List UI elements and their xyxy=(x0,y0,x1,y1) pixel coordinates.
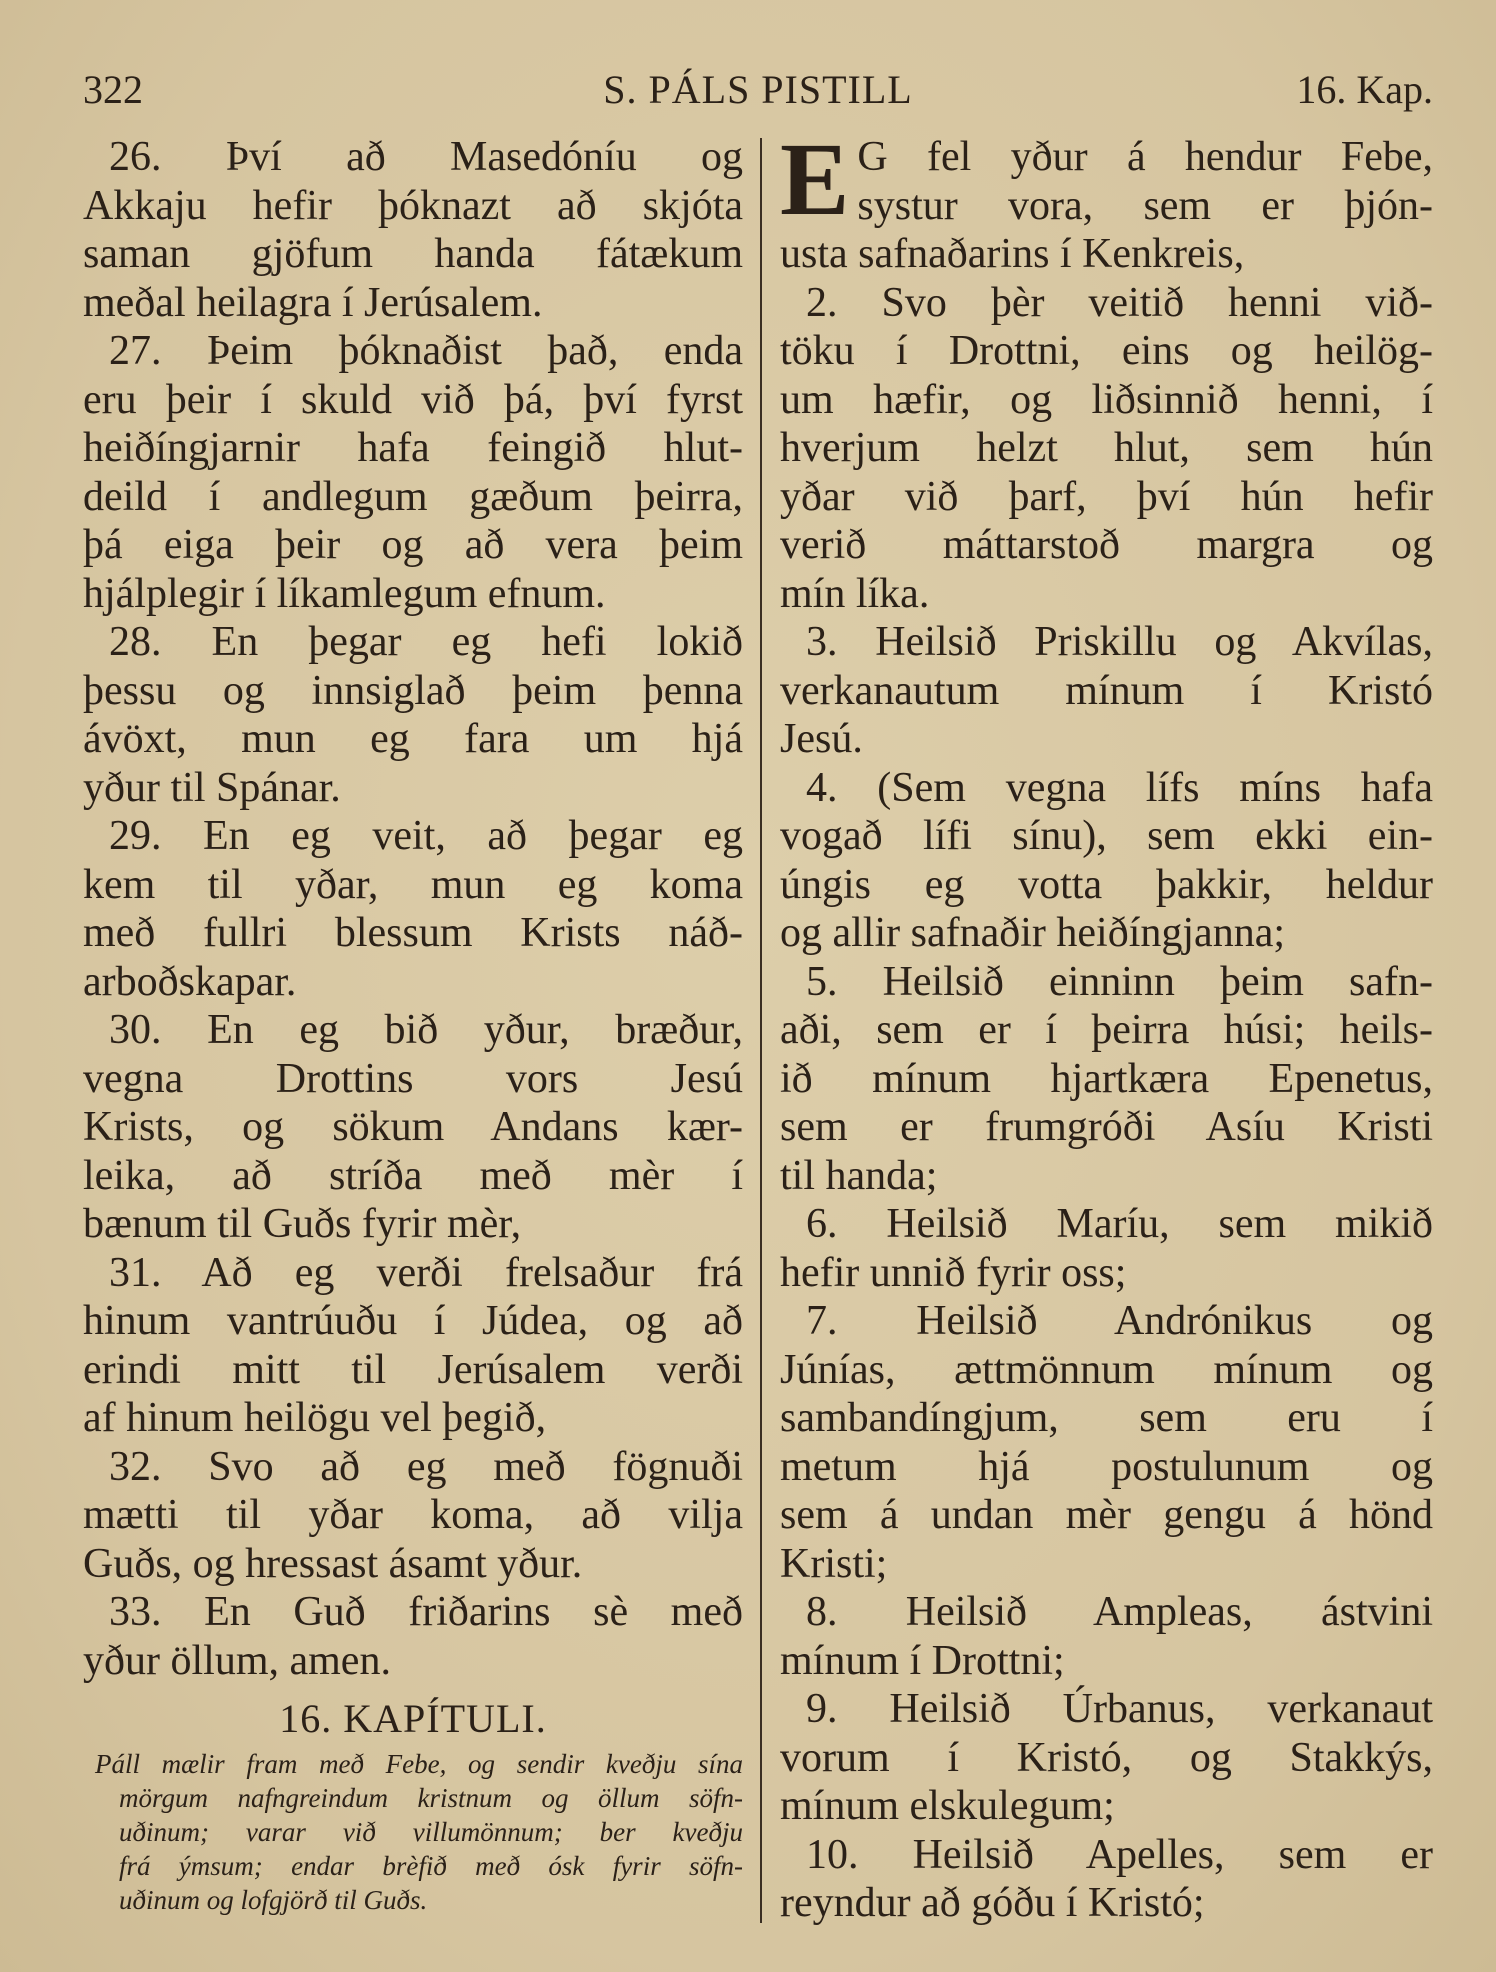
text-line: 9. Heilsið Úrbanus, verkanaut xyxy=(806,1686,1433,1732)
text-line: systur vora, sem er þjón- xyxy=(857,182,1433,229)
text-line: með fullri blessum Krists náð- xyxy=(83,910,743,956)
text-line: vogað lífi sínu), sem ekki ein- xyxy=(780,813,1433,859)
chapter-summary xyxy=(83,1747,743,1917)
text-line: heiðíngjarnir hafa feingið hlut- xyxy=(83,425,743,471)
page-number: 322 xyxy=(83,67,143,112)
text-line: 33. En Guð friðarins sè með xyxy=(109,1589,743,1635)
text-line: hverjum helzt hlut, sem hún xyxy=(780,425,1433,471)
text-line: yðar við þarf, því hún hefir xyxy=(780,473,1433,520)
verse-paragraph xyxy=(83,1249,743,1443)
verse-paragraph xyxy=(83,1588,743,1685)
text-line: 26. Því að Masedóníu og xyxy=(109,134,743,180)
text-line: mínum elskulegum; xyxy=(780,1783,1115,1829)
text-line: Júnías, ættmönnum mínum og xyxy=(780,1346,1433,1393)
text-line: usta safnaðarins í Kenkreis, xyxy=(780,231,1245,277)
text-line: 7. Heilsið Andrónikus og xyxy=(806,1298,1433,1344)
text-line: eru þeir í skuld við þá, því fyrst xyxy=(83,376,743,423)
text-line: 30. En eg bið yður, bræður, xyxy=(109,1007,743,1053)
verse-paragraph xyxy=(780,279,1433,619)
text-line: Guðs, og hressast ásamt yður. xyxy=(83,1540,583,1587)
text-line: arboðskapar. xyxy=(83,958,297,1005)
text-line: uðinum og lofgjörð til Guðs. xyxy=(119,1885,428,1915)
text-line: reyndur að góðu í Kristó; xyxy=(780,1880,1205,1926)
verse-paragraph xyxy=(780,1831,1433,1928)
text-line: Jesú. xyxy=(780,716,863,762)
text-line: 27. Þeim þóknaðist það, enda xyxy=(109,328,743,374)
verse-paragraph xyxy=(780,764,1433,958)
text-line: ávöxt, mun eg fara um hjá xyxy=(83,716,743,762)
text-line: bænum til Guðs fyrir mèr, xyxy=(83,1201,522,1247)
text-line: deild í andlegum gæðum þeirra, xyxy=(83,473,743,520)
text-line: yður öllum, amen. xyxy=(83,1637,391,1684)
chapter-label: 16. Kap. xyxy=(1296,67,1433,112)
text-line: Akkaju hefir þóknazt að skjóta xyxy=(83,182,743,229)
text-line: yður til Spánar. xyxy=(83,764,341,811)
drop-cap: E xyxy=(780,122,850,237)
text-line: 28. En þegar eg hefi lokið xyxy=(109,619,743,665)
text-line: mínum í Drottni; xyxy=(780,1637,1065,1684)
verse-paragraph xyxy=(780,958,1433,1201)
text-line: uðinum; varar við villumönnum; ber kveðju xyxy=(119,1817,743,1847)
text-line: 5. Heilsið einninn þeim safn- xyxy=(806,958,1433,1005)
verse-paragraph xyxy=(780,1588,1433,1685)
text-line: 8. Heilsið Ampleas, ástvini xyxy=(806,1589,1433,1635)
verse-paragraph xyxy=(83,133,743,327)
column-divider xyxy=(760,138,762,1923)
text-line: frá ýmsum; endar brèfið með ósk fyrir söfn- xyxy=(119,1851,743,1881)
right-column xyxy=(780,122,1433,1928)
text-line: vegna Drottins vors Jesú xyxy=(83,1055,743,1102)
text-line: metum hjá postulunum og xyxy=(780,1443,1433,1490)
text-line: Kristi; xyxy=(780,1540,888,1587)
text-line: hinum vantrúuðu í Júdea, og að xyxy=(83,1298,743,1344)
running-title: S. PÁLS PISTILL xyxy=(603,67,913,112)
text-line: erindi mitt til Jerúsalem verði xyxy=(83,1346,743,1393)
text-line: Páll mælir fram með Febe, og sendir kveðju sína xyxy=(95,1749,743,1779)
text-line: aði, sem er í þeirra húsi; heils- xyxy=(780,1007,1433,1053)
verse-paragraph xyxy=(780,122,1433,279)
verse-paragraph xyxy=(780,618,1433,764)
text-line: 6. Heilsið Maríu, sem mikið xyxy=(806,1201,1433,1247)
text-line: hefir unnið fyrir oss; xyxy=(780,1249,1127,1296)
text-line: 4. (Sem vegna lífs míns hafa xyxy=(806,764,1433,811)
verse-paragraph xyxy=(83,1006,743,1249)
text-line: meðal heilagra í Jerúsalem. xyxy=(83,279,543,326)
verse-paragraph xyxy=(83,812,743,1006)
text-line: vorum í Kristó, og Stakkýs, xyxy=(780,1734,1433,1781)
text-line: sem er frumgróði Asíu Kristi xyxy=(780,1104,1433,1150)
text-line: verkanautum mínum í Kristó xyxy=(780,667,1433,714)
text-line: mætti til yðar koma, að vilja xyxy=(83,1492,743,1538)
text-line: 29. En eg veit, að þegar eg xyxy=(109,813,743,859)
text-line: 31. Að eg verði frelsaður frá xyxy=(109,1249,743,1296)
verse-paragraph xyxy=(780,1297,1433,1588)
text-line: mín líka. xyxy=(780,570,930,617)
text-line: töku í Drottni, eins og heilög- xyxy=(780,328,1433,374)
text-line: 10. Heilsið Apelles, sem er xyxy=(806,1831,1433,1878)
text-line: G fel yður á hendur Febe, xyxy=(857,134,1433,180)
text-line: 2. Svo þèr veitið henni við- xyxy=(806,279,1433,326)
text-line: sem á undan mèr gengu á hönd xyxy=(780,1492,1433,1538)
left-column xyxy=(83,133,743,1917)
text-line: þessu og innsiglað þeim þenna xyxy=(83,667,743,714)
text-line: 3. Heilsið Priskillu og Akvílas, xyxy=(806,619,1433,665)
text-line: af hinum heilögu vel þegið, xyxy=(83,1395,547,1441)
text-line: kem til yðar, mun eg koma xyxy=(83,861,743,908)
verse-paragraph xyxy=(83,618,743,812)
text-line: um hæfir, og liðsinnið henni, í xyxy=(780,376,1433,423)
text-line: Krists, og sökum Andans kær- xyxy=(83,1104,743,1150)
text-line: ið mínum hjartkæra Epenetus, xyxy=(780,1055,1433,1102)
verse-paragraph xyxy=(780,1200,1433,1297)
text-line: 32. Svo að eg með fögnuði xyxy=(109,1443,743,1490)
text-line: þá eiga þeir og að vera þeim xyxy=(83,522,743,568)
chapter-heading: 16. KAPÍTULI. xyxy=(279,1696,547,1741)
text-line: leika, að stríða með mèr í xyxy=(83,1152,743,1199)
text-line: hjálplegir í líkamlegum efnum. xyxy=(83,570,606,617)
text-line: sambandíngjum, sem eru í xyxy=(780,1395,1433,1441)
verse-paragraph xyxy=(83,327,743,618)
text-line: og allir safnaðir heiðíngjanna; xyxy=(780,910,1286,956)
verse-paragraph xyxy=(780,1685,1433,1831)
verse-paragraph xyxy=(83,1443,743,1589)
text-line: verið máttarstoð margra og xyxy=(780,522,1433,568)
text-line: til handa; xyxy=(780,1152,938,1199)
text-line: mörgum nafngreindum kristnum og öllum söfn- xyxy=(119,1783,743,1813)
running-header xyxy=(83,66,1433,116)
text-line: saman gjöfum handa fátækum xyxy=(83,231,743,277)
text-line: úngis eg votta þakkir, heldur xyxy=(780,861,1433,908)
